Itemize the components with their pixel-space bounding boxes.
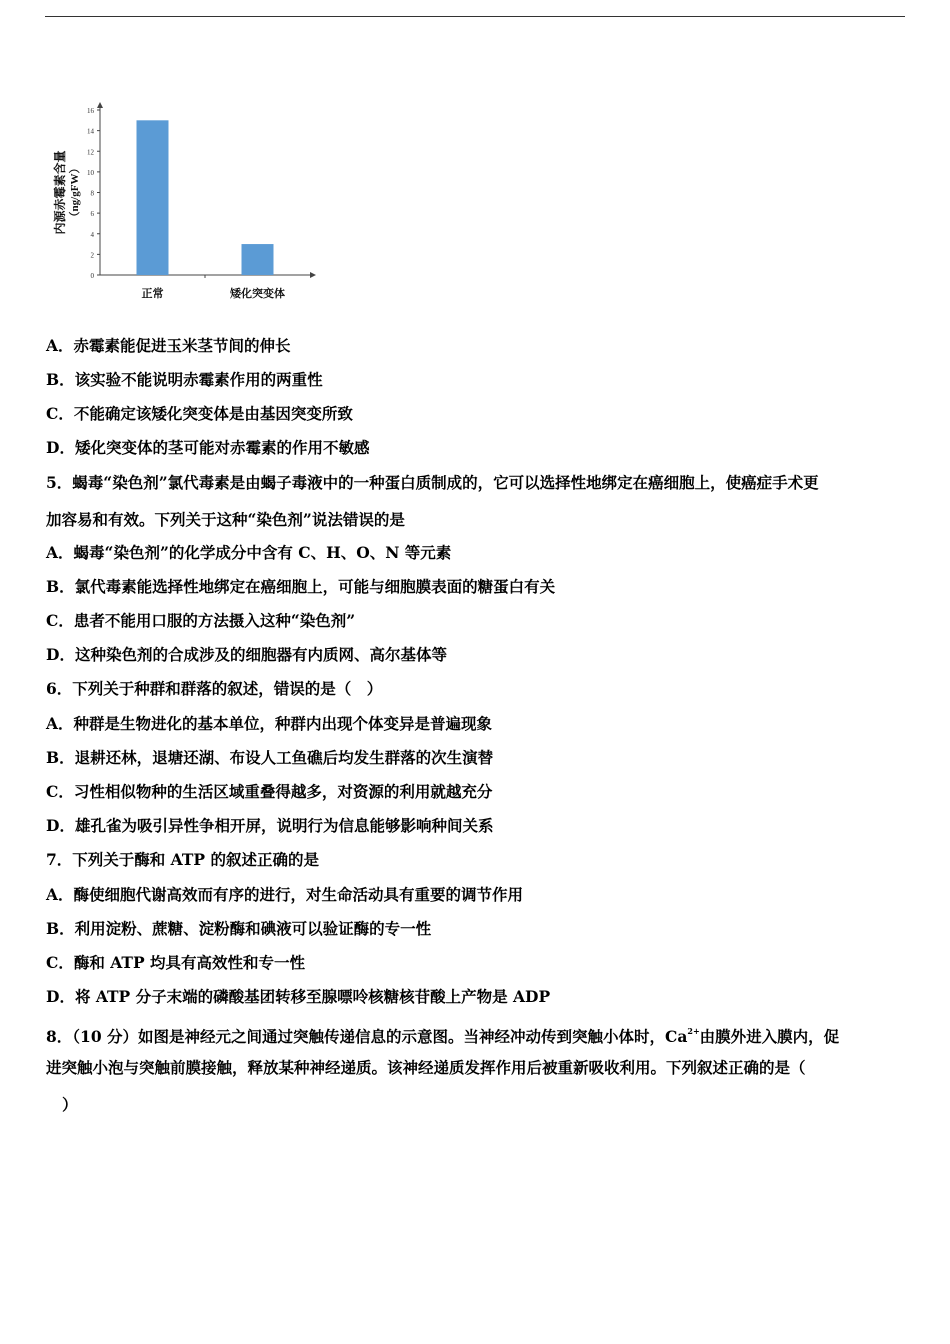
- q5-stem-line2: 加容易和有效。下列关于这种“染色剂”说法错误的是: [46, 510, 405, 529]
- bar-0: [137, 120, 169, 275]
- q5-option-a: A．蝎毒“染色剂”的化学成分中含有 C、H、O、N 等元素: [46, 543, 452, 562]
- q5-option-c: C．患者不能用口服的方法摄入这种“染色剂”: [46, 611, 356, 630]
- header-rule: [45, 16, 905, 17]
- bar-1: [242, 244, 274, 275]
- q5-option-d: D．这种染色剂的合成涉及的细胞器有内质网、高尔基体等: [46, 645, 447, 664]
- x-axis-arrow: [310, 272, 316, 278]
- y-tick-label: 2: [90, 251, 94, 260]
- q8-stem-line1: 8．（10 分）如图是神经元之间通过突触传递信息的示意图。当神经冲动传到突触小体时，$Ca^{2+}$由膜外进入膜内，促: [46, 1026, 840, 1046]
- q4-option-b: B．该实验不能说明赤霉素作用的两重性: [46, 370, 323, 389]
- chart-bars: [137, 120, 274, 275]
- y-tick-label: 12: [87, 148, 94, 157]
- q6-option-b: B．退耕还林，退塘还湖、布设人工鱼礁后均发生群落的次生演替: [46, 748, 494, 767]
- q4-option-c: C．不能确定该矮化突变体是由基因突变所致: [46, 404, 353, 423]
- chart-axes: [97, 102, 316, 278]
- x-category-label: 矮化突变体: [230, 288, 285, 300]
- q7-option-b: B．利用淀粉、蔗糖、淀粉酶和碘液可以验证酶的专一性: [46, 919, 432, 938]
- y-tick-label: 6: [90, 210, 94, 219]
- q7-stem: 7．下列关于酶和 ATP 的叙述正确的是: [46, 850, 319, 869]
- y-tick-label: 0: [90, 272, 94, 280]
- q5-stem-line1: 5．蝎毒“染色剂”氯代毒素是由蝎子毒液中的一种蛋白质制成的，它可以选择性地绑定在癌细胞上，使癌症手术更: [46, 473, 819, 492]
- gibberellin-bar-chart: [48, 98, 328, 308]
- y-tick-label: 4: [90, 230, 94, 239]
- q7-option-a: A．酶使细胞代谢高效而有序的进行，对生命活动具有重要的调节作用: [46, 885, 524, 904]
- y-tick-label: 8: [90, 189, 94, 198]
- q6-option-d: D．雄孔雀为吸引异性争相开屏，说明行为信息能够影响种间关系: [46, 816, 494, 835]
- q6-option-a: A．种群是生物进化的基本单位，种群内出现个体变异是普遍现象: [46, 714, 493, 733]
- q5-option-b: B．氯代毒素能选择性地绑定在癌细胞上，可能与细胞膜表面的糖蛋白有关: [46, 577, 556, 596]
- q7-option-c: C．酶和 ATP 均具有高效性和专一性: [46, 953, 306, 972]
- q8-stem-line3: ）: [62, 1095, 78, 1114]
- y-tick-label: 14: [87, 127, 94, 136]
- q6-stem: 6．下列关于种群和群落的叙述，错误的是（ ）: [46, 679, 383, 698]
- y-axis-arrow: [97, 102, 103, 108]
- q6-option-c: C．习性相似物种的生活区域重叠得越多，对资源的利用就越充分: [46, 782, 493, 801]
- q7-option-d: D．将 ATP 分子末端的磷酸基团转移至腺嘌呤核糖核苷酸上产物是 ADP: [46, 987, 551, 1006]
- x-category-label: 正常: [141, 288, 164, 300]
- q4-option-d: D．矮化突变体的茎可能对赤霉素的作用不敏感: [46, 438, 370, 457]
- y-axis-unit-label: （ng/gFW）: [69, 162, 81, 223]
- y-tick-label: 16: [87, 107, 94, 115]
- y-axis-label: 内源赤霉素含量: [53, 150, 67, 235]
- q8-stem-line2: 进突触小泡与突触前膜接触，释放某种神经递质。该神经递质发挥作用后被重新吸收利用。下列叙述正确的是（: [46, 1058, 806, 1077]
- q4-option-a: A．赤霉素能促进玉米茎节间的伸长: [46, 336, 291, 355]
- y-tick-label: 10: [87, 168, 94, 177]
